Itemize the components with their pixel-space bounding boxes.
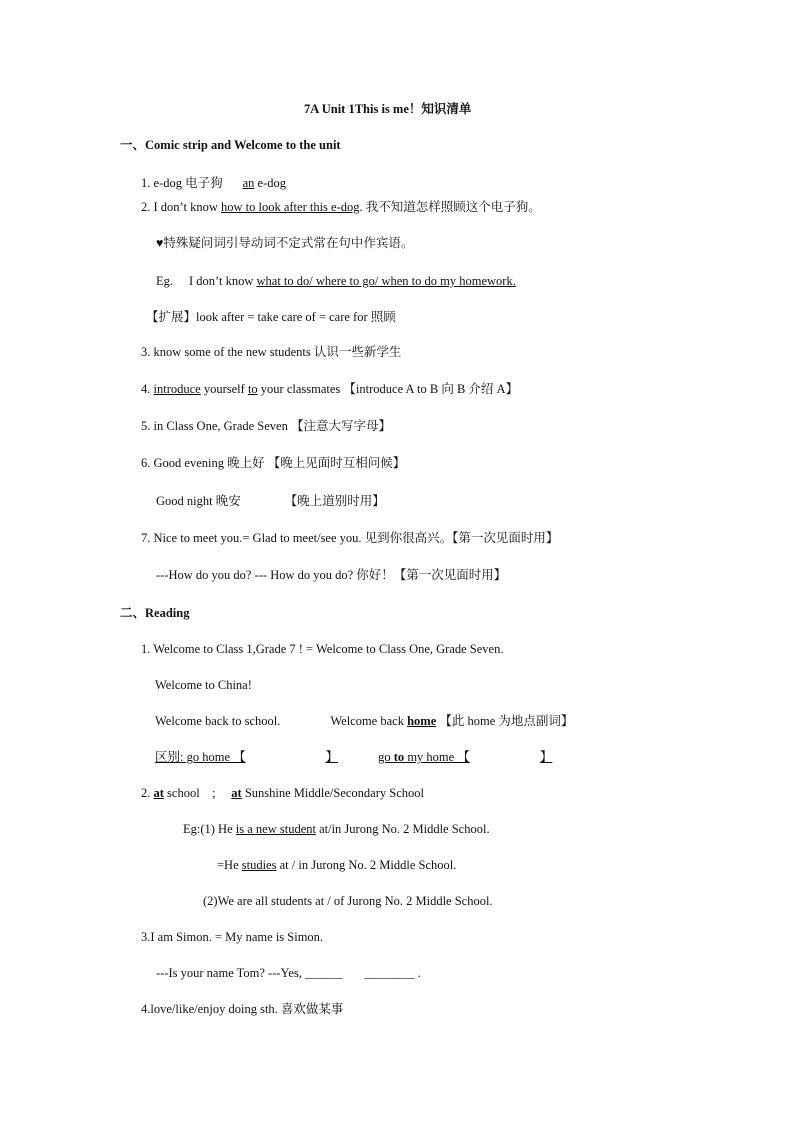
s2-item-3-question: ---Is your name Tom? ---Yes, [156, 966, 305, 980]
s2-item-2-example-2: (2)We are all students at / of Jurong No. 2 Middle School. [203, 894, 493, 908]
s1-item-1-number: 1. [141, 176, 151, 190]
s1-item-1 [141, 175, 286, 191]
s2-item-1-diff-to: to [393, 750, 405, 764]
s1-item-2-example-phrase: what to do/ where to go/ when to do my homework. [256, 274, 516, 288]
s2-item-1-back-home-note: 【此 home 为地点副词】 [436, 714, 574, 728]
s2-item-2-example-1b-tail: at / in Jurong No. 2 Middle School. [276, 858, 457, 872]
s2-item-1-diff-text: 区别: go home 【 [155, 750, 246, 764]
s2-item-2-example-1-phrase: is a new student [235, 822, 316, 836]
s2-item-1-welcome: 1. Welcome to Class 1,Grade 7 ! = Welcome to Class One, Grade Seven. [141, 642, 504, 656]
s1-item-2-extension: 【扩展】look after = take care of = care for 照顾 [146, 310, 396, 324]
s2-item-2-sunshine: Sunshine Middle/Secondary School [241, 786, 424, 800]
s1-item-1-tail: e-dog [254, 176, 286, 190]
s1-item-4-tail: your classmates 【introduce A to B 向 B 介绍 A】 [257, 382, 519, 396]
s1-item-6-evening: 6. Good evening 晚上好 【晚上见面时互相问候】 [141, 456, 406, 470]
s1-item-7-howdo: ---How do you do? --- How do you do? 你好！【第一次见面时用】 [156, 568, 507, 582]
s2-item-1-diff-myhome: my home 【 [404, 750, 470, 764]
s1-item-4-verb: introduce [153, 382, 201, 396]
s2-item-3-blank-2: ________ [364, 966, 415, 980]
s1-item-1-article: an [242, 176, 255, 190]
s2-item-4: 4.love/like/enjoy doing sth. 喜欢做某事 [141, 1002, 344, 1016]
s2-item-3-blank-1: ______ [304, 966, 343, 980]
s2-item-2-number: 2. [141, 786, 154, 800]
s1-item-2-example-label: Eg. [156, 274, 174, 288]
s1-item-2-phrase: how to look after this e-dog [220, 200, 360, 214]
s2-item-1-back-home-word: home [407, 714, 437, 728]
s2-item-1-back-school: Welcome back to school. [155, 714, 281, 728]
s2-item-2-at1: at [153, 786, 164, 800]
s2-item-3-period: . [414, 966, 421, 980]
s1-item-6-night [156, 493, 385, 509]
s1-item-2-example-text: I don’t know [189, 274, 257, 288]
s2-item-1-diff-close2: 】 [539, 750, 553, 764]
s2-item-3: 3.I am Simon. = My name is Simon. [141, 930, 324, 944]
s1-item-4-text: yourself [200, 382, 248, 396]
s1-item-4-number: 4. [141, 382, 154, 396]
s1-item-4-prep: to [247, 382, 258, 396]
s1-item-1-text: e-dog 电子狗 [153, 176, 223, 190]
s1-item-6-night-note: 【晚上道别时用】 [284, 494, 385, 508]
s2-item-1-diff-go: go [378, 750, 394, 764]
s2-item-2-example-1-text: Eg:(1) He [183, 822, 236, 836]
s2-item-1-back [155, 713, 573, 729]
section-heading-comic-strip: 一、Comic strip and Welcome to the unit [120, 138, 341, 152]
s1-item-3: 3. know some of the new students 认识一些新学生 [141, 345, 402, 359]
s1-item-2-text: 2. I don’t know [141, 200, 221, 214]
s2-item-1-china: Welcome to China! [155, 678, 252, 692]
s2-item-1-back-home-text: Welcome back [330, 714, 408, 728]
s2-item-2-example-1b [217, 857, 456, 873]
s1-item-2 [141, 199, 541, 215]
s1-item-2-example [156, 273, 516, 289]
s2-item-1-difference [155, 749, 558, 765]
s2-item-1-diff-close1: 】 [325, 750, 339, 764]
s2-item-2-at2: at [231, 786, 242, 800]
s2-item-2 [141, 785, 424, 801]
s1-item-2-tail: . 我不知道怎样照顾这个电子狗。 [359, 200, 541, 214]
s2-item-3-dialogue [156, 965, 421, 981]
s1-item-4 [141, 381, 518, 397]
s1-item-5: 5. in Class One, Grade Seven 【注意大写字母】 [141, 419, 391, 433]
s2-item-2-example-1 [183, 821, 490, 837]
s1-item-2-note: ♥特殊疑问词引导动词不定式常在句中作宾语。 [156, 236, 414, 250]
s2-item-2-example-1b-text: =He [217, 858, 242, 872]
s2-item-2-school: school ; [163, 786, 232, 800]
s1-item-7-nice: 7. Nice to meet you.= Glad to meet/see you. 见到你很高兴。【第一次见面时用】 [141, 531, 559, 545]
s2-item-2-example-1b-verb: studies [241, 858, 277, 872]
section-heading-reading: 二、Reading [120, 606, 190, 620]
page-title: 7A Unit 1This is me！知识清单 [304, 102, 472, 116]
s2-item-2-example-1-tail: at/in Jurong No. 2 Middle School. [315, 822, 490, 836]
s1-item-6-night-text: Good night 晚安 [156, 494, 241, 508]
